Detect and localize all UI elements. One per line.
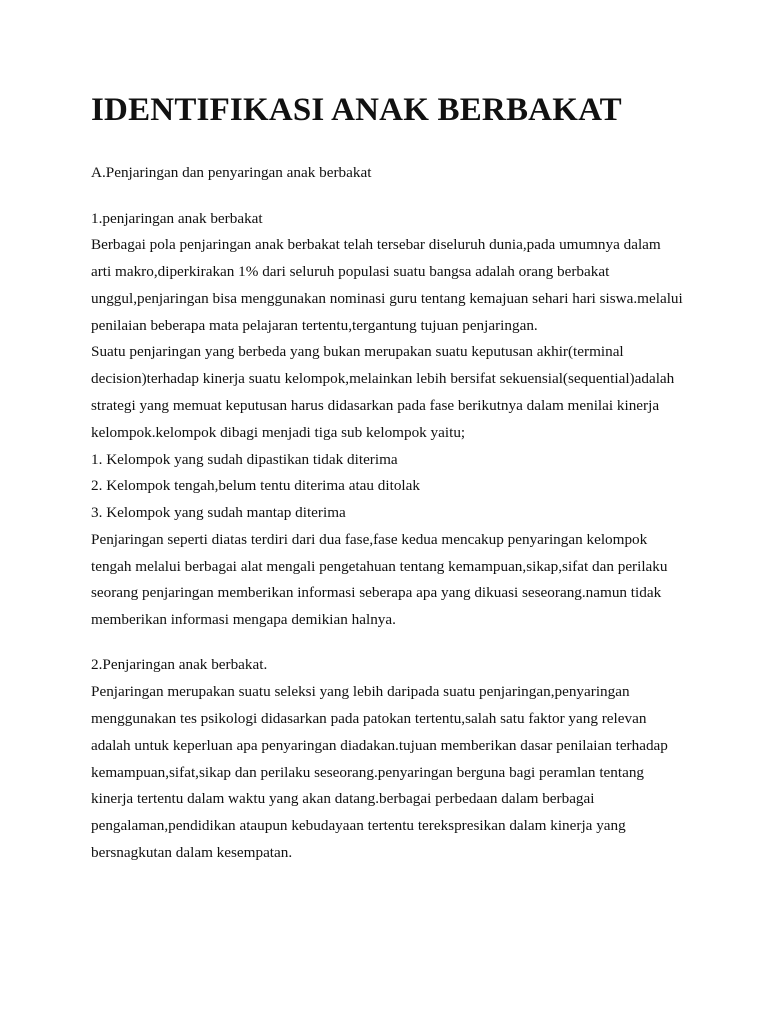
list-item: 1. Kelompok yang sudah dipastikan tidak diterima — [91, 451, 398, 468]
paragraph-line: seorang penjaringan memberikan informasi seberapa apa yang dikuasi seseorang.namun tidak — [91, 584, 662, 601]
paragraph-line: strategi yang memuat keputusan harus didasarkan pada fase berikutnya dalam menilai kinerja — [91, 397, 660, 414]
paragraph-line: arti makro,diperkirakan 1% dari seluruh populasi suatu bangsa adalah orang berbakat — [91, 263, 610, 280]
document-title: IDENTIFIKASI ANAK BERBAKAT — [91, 92, 622, 128]
paragraph-line: pengalaman,pendidikan ataupun kebudayaan tertentu terekspresikan dalam kinerja yang — [91, 817, 626, 834]
paragraph-line: kelompok.kelompok dibagi menjadi tiga sub kelompok yaitu; — [91, 424, 466, 441]
subsection-heading-2: 2.Penjaringan anak berbakat. — [91, 656, 268, 673]
paragraph-line: Suatu penjaringan yang berbeda yang bukan merupakan suatu keputusan akhir(terminal — [91, 343, 624, 360]
paragraph-line: kinerja tertentu dalam waktu yang akan datang.berbagai perbedaan dalam berbagai — [91, 790, 595, 807]
paragraph-line: unggul,penjaringan bisa menggunakan nominasi guru tentang kemajuan sehari hari siswa.melalui — [91, 290, 683, 307]
list-item: 2. Kelompok tengah,belum tentu diterima atau ditolak — [91, 477, 420, 494]
paragraph-line: Penjaringan merupakan suatu seleksi yang lebih daripada suatu penjaringan,penyaringan — [91, 683, 630, 700]
list-item: 3. Kelompok yang sudah mantap diterima — [91, 504, 346, 521]
paragraph-line: decision)terhadap kinerja suatu kelompok,melainkan lebih bersifat sekuensial(sequential)adalah — [91, 370, 675, 387]
paragraph-line: Berbagai pola penjaringan anak berbakat telah tersebar diseluruh dunia,pada umumnya dalam — [91, 236, 661, 253]
paragraph-line: penilaian beberapa mata pelajaran tertentu,tergantung tujuan penjaringan. — [91, 317, 538, 334]
paragraph-line: kemampuan,sifat,sikap dan perilaku seseorang.penyaringan berguna bagi peramlan tentang — [91, 764, 645, 781]
paragraph-line: tengah melalui berbagai alat mengali pengetahuan tentang kemampuan,sikap,sifat dan perilaku — [91, 558, 668, 575]
paragraph-line: bersnagkutan dalam kesempatan. — [91, 844, 293, 861]
paragraph-line: adalah untuk keperluan apa penyaringan diadakan.tujuan memberikan dasar penilaian terhadap — [91, 737, 668, 754]
paragraph-line: memberikan informasi mengapa demikian halnya. — [91, 611, 396, 628]
paragraph-line: Penjaringan seperti diatas terdiri dari dua fase,fase kedua mencakup penyaringan kelompok — [91, 531, 648, 548]
paragraph-line: menggunakan tes psikologi didasarkan pada patokan tertentu,salah satu faktor yang relevan — [91, 710, 647, 727]
subsection-heading-1: 1.penjaringan anak berbakat — [91, 210, 263, 227]
section-heading-a: A.Penjaringan dan penyaringan anak berbakat — [91, 164, 372, 181]
